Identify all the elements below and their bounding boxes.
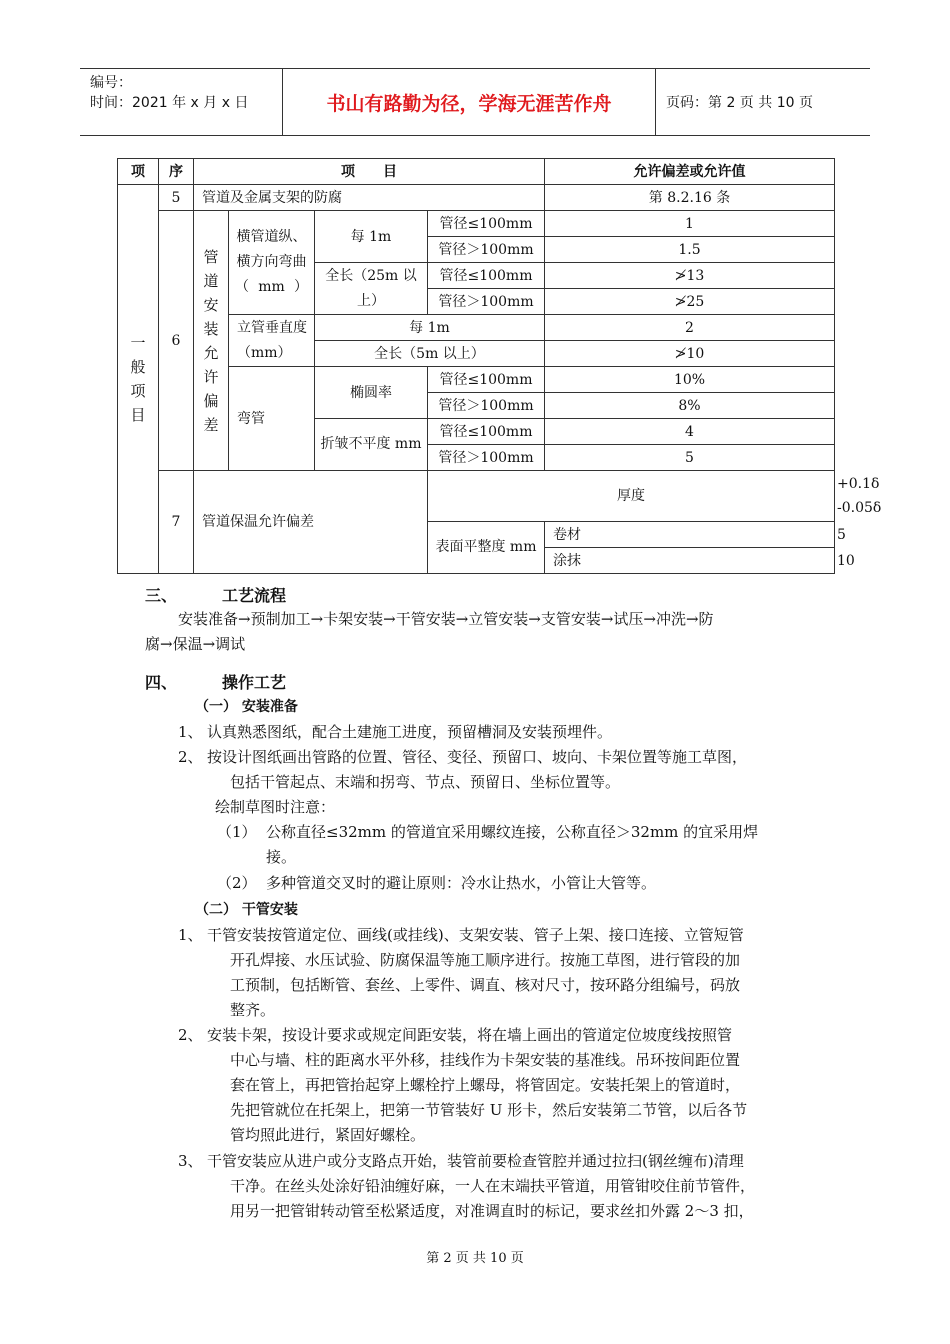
coat-label: 涂抹	[545, 548, 835, 574]
value-9: 4	[545, 419, 835, 445]
q2-line3: 套在管上，再把管抬起穿上螺栓拧上螺母，将管固定。安装托架上的管道时，	[230, 1076, 741, 1094]
n2-text: 多种管道交叉时的避让原则：冷水让热水，小管让大管等。	[266, 874, 657, 892]
row5-item: 管道及金属支架的防腐	[194, 185, 545, 211]
header-motto: 书山有路勤为径，学海无涯苦作舟	[283, 69, 656, 135]
row6-group: 管道安装允许偏差	[203, 247, 219, 434]
per-m-label: 每 1m	[315, 211, 428, 263]
page-footer: 第 2 页 共 10 页	[426, 1251, 524, 1266]
flatness-label: 表面平整度 mm	[428, 522, 545, 574]
q3-line3: 用另一把管钳转动管至松紧适度，对准调直时的标记，要求丝扣外露 2～3 扣，	[230, 1202, 754, 1220]
q2-line2: 中心与墙、柱的距离水平外移，挂线作为卡架安装的基准线。吊环按间距位置	[230, 1051, 741, 1069]
sec3-line2: 腐→保温→调试	[145, 635, 246, 653]
value-1: 1	[545, 211, 835, 237]
q2-line5: 管均照此进行，紧固好螺栓。	[230, 1126, 426, 1144]
q1-line3: 工预制，包括断管、套丝、上零件、调直、核对尺寸，按环路分组编号，码放	[230, 976, 741, 994]
pipe-le-3: 管径≤100mm	[428, 367, 545, 393]
pipe-gt-1: 管径＞100mm	[428, 237, 545, 263]
ellipse-label: 椭圆率	[315, 367, 428, 419]
value-3: ≯13	[545, 263, 835, 289]
vert-per-m: 每 1m	[315, 315, 545, 341]
value-2: 1.5	[545, 237, 835, 263]
p2-line1: 按设计图纸画出管路的位置、管径、变径、预留口、坡向、卡架位置等施工草图，	[207, 748, 748, 766]
n1-line2: 接。	[266, 848, 297, 866]
header-cell-seq: 序	[159, 159, 194, 185]
p2-line2: 包括干管起点、末端和拐弯、节点、预留日、坐标位置等。	[230, 773, 621, 791]
value-8: 8%	[545, 393, 835, 419]
sub-heading-1: （一） 安装准备	[195, 699, 298, 715]
p1-text: 认真熟悉图纸，配合土建施工进度，预留槽洞及安装预埋件。	[207, 723, 613, 741]
n1-line1: 公称直径≤32mm 的管道宜采用螺纹连接，公称直径＞32mm 的宜采用焊	[266, 823, 759, 841]
value-7: 10%	[545, 367, 835, 393]
q1-line1: 干管安装按管道定位、画线(或挂线)、支架安装、管子上架、接口连接、立管短管	[207, 926, 744, 944]
pipe-le-1: 管径≤100mm	[428, 211, 545, 237]
elbow-label: 弯管	[229, 367, 315, 471]
n2-num: （2）	[217, 874, 257, 892]
value-6: ≯10	[545, 341, 835, 367]
time-label: 时间：2021 年 x 月 x 日	[90, 95, 249, 111]
bend-label: 横管道纵、横方向弯曲（mm）	[229, 211, 315, 315]
pipe-le-4: 管径≤100mm	[428, 419, 545, 445]
sec3-line1: 安装准备→预制加工→卡架安装→干管安装→立管安装→支管安装→试压→冲洗→防	[178, 610, 714, 628]
pipe-gt-2: 管径＞100mm	[428, 289, 545, 315]
header-cell-value: 允许偏差或允许值	[545, 159, 835, 185]
tolerance-table: 项 序 项 目 允许偏差或允许值 一般项目 5 管道及金属支架的防腐 第 8.2.16 条 6 管道安装允许偏差 横管道纵、横方向弯曲（mm） 每 1m 管径≤100mm 1 管径＞100mm 1.5 全长（25m 以上） 管径≤100mm ≯13 管径＞100mm ≯25 立管垂直度（mm） 每 1m 2 全长（5m 以上） ≯10 弯管 椭圆率 管径≤100mm 10% 管径＞100mm 8% 折皱不平度 mm 管径≤100mm 4 管径＞100mm 5 7 管道保温允许偏差 厚度 +0.1δ -0.05δ 表面平整度 mm 卷材 5 涂抹 10	[117, 158, 835, 574]
row6-group-cell	[194, 211, 229, 471]
thickness-label: 厚度	[428, 471, 835, 522]
q2-line4: 先把管就位在托架上，把第一节管装好 U 形卡，然后安装第二节管，以后各节	[230, 1101, 748, 1119]
vert-full: 全长（5m 以上）	[315, 341, 545, 367]
pipe-gt-4: 管径＞100mm	[428, 445, 545, 471]
q3-line2: 干净。在丝头处涂好铅油缠好麻，一人在末端扶平管道，用管钳咬住前节管件，	[230, 1177, 756, 1195]
q3-num: 3、	[178, 1152, 203, 1170]
value-10: 5	[545, 445, 835, 471]
pipe-gt-3: 管径＞100mm	[428, 393, 545, 419]
row5-value: 第 8.2.16 条	[545, 185, 835, 211]
n1-num: （1）	[217, 823, 257, 841]
q1-line2: 开孔焊接、水压试验、防腐保温等施工顺序进行。按施工草图，进行管段的加	[230, 951, 741, 969]
sec3-title: 工艺流程	[222, 586, 287, 605]
note-text: 绘制草图时注意：	[215, 798, 336, 816]
value-5: 2	[545, 315, 835, 341]
p2-num: 2、	[178, 748, 203, 766]
vertical-label: 立管垂直度（mm）	[229, 315, 315, 367]
roll-label: 卷材	[545, 522, 835, 548]
p1-num: 1、	[178, 723, 203, 741]
group-label-cell	[118, 185, 159, 574]
pipe-le-2: 管径≤100mm	[428, 263, 545, 289]
full-length-label: 全长（25m 以上）	[315, 263, 428, 315]
seq-5: 5	[159, 185, 194, 211]
q1-num: 1、	[178, 926, 203, 944]
header-meta	[80, 69, 283, 135]
header-cell-item: 项	[118, 159, 159, 185]
q2-num: 2、	[178, 1026, 203, 1044]
page-header	[80, 68, 870, 136]
value-4: ≯25	[545, 289, 835, 315]
q3-line1: 干管安装应从进户或分支路点开始，装管前要检查管腔并通过拉扫(钢丝缠布)清理	[207, 1152, 744, 1170]
q2-line1: 安装卡架，按设计要求或规定间距安装，将在墙上画出的管道定位坡度线按照管	[207, 1026, 733, 1044]
row7-item: 管道保温允许偏差	[194, 471, 428, 574]
group-label: 一般项目	[130, 334, 146, 424]
q1-line4: 整齐。	[230, 1001, 276, 1019]
code-label: 编号：	[90, 75, 132, 91]
sec4-num: 四、	[145, 673, 178, 692]
header-page-label: 页码：第 2 页 共 10 页	[666, 95, 813, 111]
sec3-num: 三、	[145, 586, 178, 605]
seq-7: 7	[159, 471, 194, 574]
seq-6: 6	[159, 211, 194, 471]
fold-label: 折皱不平度 mm	[315, 419, 428, 471]
sec4-title: 操作工艺	[222, 673, 287, 692]
sub-heading-2: （二） 干管安装	[195, 902, 298, 918]
header-cell-project: 项 目	[194, 159, 545, 185]
